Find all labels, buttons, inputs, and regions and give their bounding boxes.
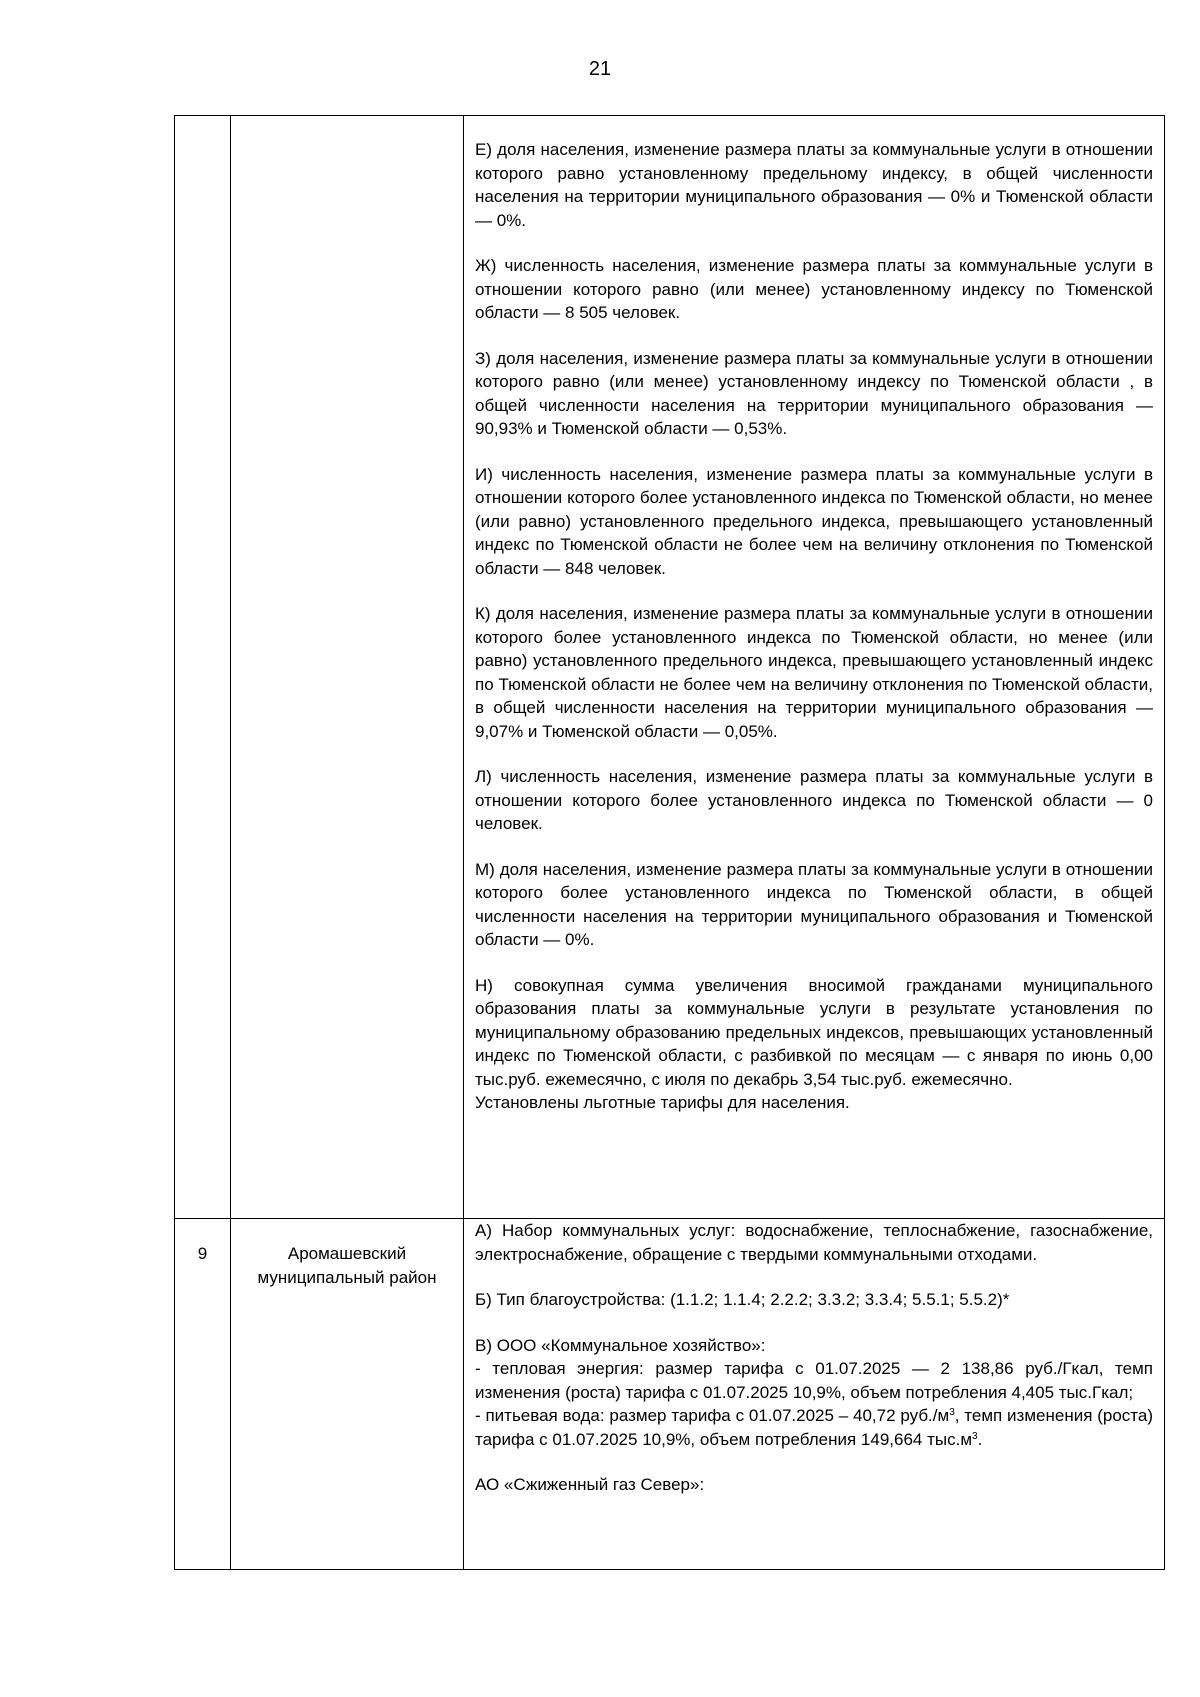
page-number: 21 (588, 58, 612, 80)
water-text-b: , темп изменения (роста) тарифа с 01.07.2025 10,9%, объем потребления 149,664 тыс.м (475, 1406, 1153, 1449)
row-number-cell (175, 116, 231, 1219)
row-number-cell: 9 (175, 1219, 231, 1570)
paragraph-k: К) доля населения, изменение размера платы за коммунальные услуги в отношении которого более установленного индекса по Тюменской области, но менее (или равно) установленного предельного индекса, превышающего установленный индекс по Тюменской области не более чем на величину отклонения по Тюменской области, в общей численности населения на территории муниципального образования — 9,07% и Тюменской области — 0,05%. (475, 604, 1153, 741)
content-cell (464, 116, 1165, 1219)
paragraph-l: Л) численность населения, изменение размера платы за коммунальные услуги в отношении которого более установленного индекса по Тюменской области — 0 человек. (475, 767, 1153, 833)
municipality-cell: Аромашевский муниципальный район (231, 1219, 464, 1570)
benefit-tariffs-line: Установлены льготные тарифы для населения. (475, 1093, 850, 1112)
cubic-superscript: 3 (972, 1430, 978, 1442)
improvement-type-paragraph: Б) Тип благоустройства: (1.1.2; 1.1.4; 2.2.2; 3.3.2; 3.3.4; 5.5.1; 5.5.2)* (475, 1290, 1010, 1309)
cubic-superscript: 3 (949, 1407, 955, 1418)
paragraph-n (475, 974, 1153, 1115)
paragraph-n-text: Н) совокупная сумма увеличения вносимой гражданами муниципального образования платы за коммунальные услуги в результате установления по муниципальному образованию предельных индексов, превышающих установленный индекс по Тюменской области, с разбивкой по месяцам — с января по июнь 0,00 тыс.руб. ежемесячно, с июля по декабрь 3,54 тыс.руб. ежемесячно. (475, 975, 1153, 1089)
paragraph-z: З) доля населения, изменение размера платы за коммунальные услуги в отношении которого равно (или менее) установленному индексу по Тюменской области , в общей численности населения на территории муниципального образования — 90,93% и Тюменской области — 0,53%. (475, 348, 1153, 438)
drinking-water-tariff (475, 1404, 1153, 1451)
municipality-cell (231, 116, 464, 1219)
heat-energy-tariff: - тепловая энергия: размер тарифа с 01.07.2025 — 2 138,86 руб./Гкал, темп изменения (роста) тарифа с 01.07.2025 10,9%, объем потребления 4,405 тыс.Гкал; (475, 1359, 1153, 1402)
services-paragraph: А) Набор коммунальных услуг: водоснабжение, теплоснабжение, газоснабжение, электроснабжение, обращение с твердыми коммунальными отходами. (475, 1221, 1153, 1264)
table-row (175, 116, 1165, 1219)
gas-provider-paragraph: АО «Сжиженный газ Север»: (475, 1475, 705, 1494)
paragraph-e: Е) доля населения, изменение размера платы за коммунальные услуги в отношении которого равно установленному предельному индексу, в общей численности населения на территории муниципального образования — 0% и Тюменской области — 0%. (475, 140, 1153, 230)
provider-paragraph (475, 1334, 1153, 1452)
water-text-c: . (977, 1429, 983, 1449)
paragraph-i: И) численность населения, изменение размера платы за коммунальные услуги в отношении которого более установленного индекса по Тюменской области, но менее (или равно) установленного предельного индекса, превышающего установленный индекс по Тюменской области не более чем на величину отклонения по Тюменской области — 848 человек. (475, 464, 1153, 578)
paragraph-zh: Ж) численность населения, изменение размера платы за коммунальные услуги в отношении которого равно (или менее) установленному индексу по Тюменской области — 8 505 человек. (475, 256, 1153, 322)
content-cell (464, 1219, 1165, 1570)
paragraph-m: М) доля населения, изменение размера платы за коммунальные услуги в отношении которого более установленного индекса по Тюменской области, в общей численности населения на территории муниципального образования и Тюменской области — 0%. (475, 859, 1153, 949)
document-table (174, 115, 1165, 1570)
table-row (175, 1219, 1165, 1570)
water-text-a: - питьевая вода: размер тарифа с 01.07.2025 – 40,72 руб./м (475, 1406, 950, 1425)
provider-title: В) ООО «Коммунальное хозяйство»: (475, 1335, 766, 1355)
